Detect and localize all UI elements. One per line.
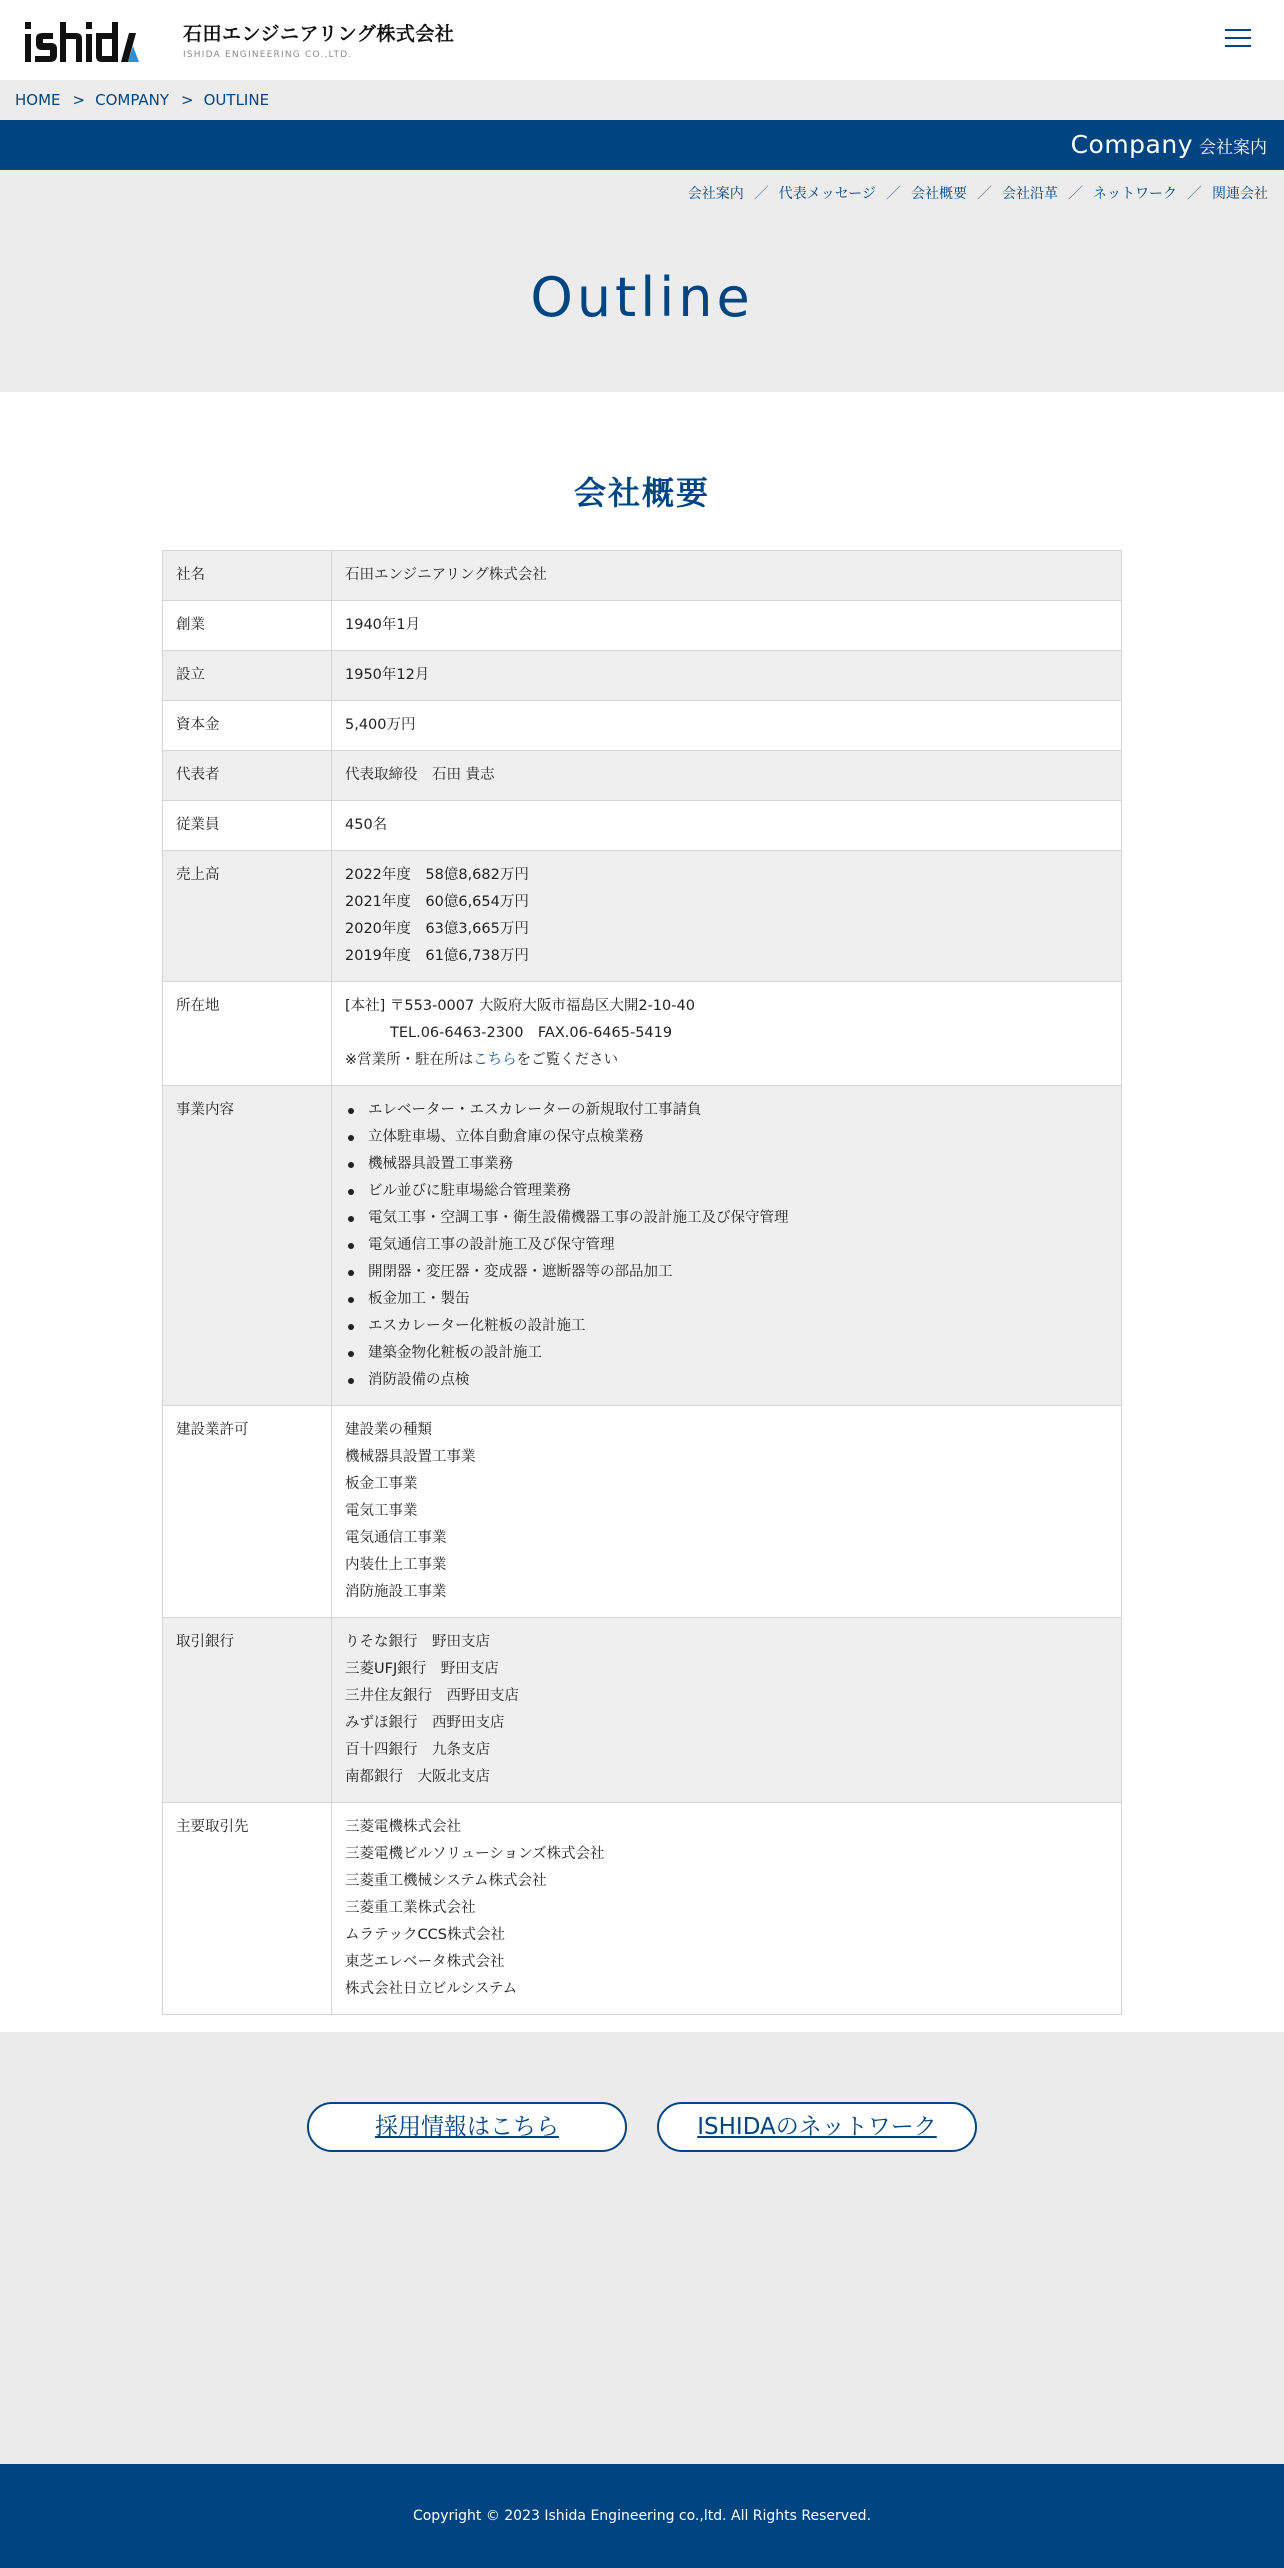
breadcrumb-company[interactable]: COMPANY <box>95 91 170 109</box>
subnav-affiliates[interactable]: 関連会社 <box>1212 186 1268 202</box>
offices-note-prefix: ※営業所・駐在所は <box>345 1052 474 1068</box>
row-label: 建設業許可 <box>163 1406 332 1618</box>
subnav-separator: ／ <box>1186 184 1202 202</box>
sales-line: 2019年度 61億6,738万円 <box>345 948 529 964</box>
established-value: 1950年12月 <box>345 667 430 683</box>
row-value <box>332 1086 1122 1406</box>
table-row <box>163 1406 1122 1618</box>
table-row <box>163 1803 1122 2015</box>
ishida-logo-mark <box>22 16 140 64</box>
list-item: 消防設備の点検 <box>345 1367 1108 1394</box>
client-line: 東芝エレベータ株式会社 <box>345 1954 505 1970</box>
network-button[interactable]: ISHIDAのネットワーク <box>657 2102 977 2152</box>
client-line: 三菱電機株式会社 <box>345 1819 461 1835</box>
bank-line: 南都銀行 大阪北支店 <box>345 1769 490 1785</box>
row-label: 取引銀行 <box>163 1618 332 1803</box>
table-row <box>163 801 1122 851</box>
subnav-separator: ／ <box>753 184 769 202</box>
bank-line: 三井住友銀行 西野田支店 <box>345 1688 519 1704</box>
subnav-network[interactable]: ネットワーク <box>1092 186 1177 202</box>
row-value <box>332 1618 1122 1803</box>
sales-line: 2022年度 58億8,682万円 <box>345 867 529 883</box>
license-line: 消防施設工事業 <box>345 1584 447 1600</box>
site-footer <box>0 2464 1284 2568</box>
client-line: 三菱重工業株式会社 <box>345 1900 476 1916</box>
subnav-outline[interactable]: 会社概要 <box>910 186 967 202</box>
client-line: 三菱電機ビルソリューションズ株式会社 <box>345 1846 605 1862</box>
capital-value: 5,400万円 <box>345 717 416 733</box>
row-value <box>332 851 1122 982</box>
hero <box>0 170 1284 392</box>
subnav-separator: ／ <box>1067 184 1083 202</box>
recruit-button[interactable]: 採用情報はこちら <box>307 2102 627 2152</box>
breadcrumb <box>0 80 1284 120</box>
table-row <box>163 701 1122 751</box>
page-title: Outline <box>530 266 754 329</box>
hamburger-menu-icon[interactable] <box>1225 27 1251 49</box>
company-name-value: 石田エンジニアリング株式会社 <box>345 567 547 583</box>
copyright: Copyright © 2023 Ishida Engineering co.,ltd. All Rights Reserved. <box>412 2508 872 2524</box>
table-row <box>163 601 1122 651</box>
table-row <box>163 651 1122 701</box>
breadcrumb-separator: > <box>72 91 86 109</box>
section-heading: 会社概要 <box>573 474 710 512</box>
business-list <box>345 1097 1108 1394</box>
list-item: 電気通信工事の設計施工及び保守管理 <box>345 1232 1108 1259</box>
client-line: 株式会社日立ビルシステム <box>345 1981 518 1997</box>
row-value <box>332 651 1122 701</box>
company-name-jp: 石田エンジニアリング株式会社 <box>183 23 455 45</box>
subnav-separator: ／ <box>976 184 992 202</box>
table-row <box>163 1618 1122 1803</box>
row-label: 事業内容 <box>163 1086 332 1406</box>
company-subnav <box>688 182 1268 203</box>
table-row <box>163 551 1122 601</box>
cta-area <box>0 2032 1284 2464</box>
row-value <box>332 601 1122 651</box>
row-label: 社名 <box>163 551 332 601</box>
row-value <box>332 982 1122 1086</box>
list-item: 板金加工・製缶 <box>345 1286 1108 1313</box>
table-row <box>163 1086 1122 1406</box>
bank-line: 百十四銀行 九条支店 <box>345 1742 490 1758</box>
list-item: 開閉器・変圧器・変成器・遮断器等の部品加工 <box>345 1259 1108 1286</box>
list-item: エスカレーター化粧板の設計施工 <box>345 1313 1108 1340</box>
founded-value: 1940年1月 <box>345 617 421 633</box>
row-label: 創業 <box>163 601 332 651</box>
address-line: [本社] 〒553-0007 大阪府大阪市福島区大開2-10-40 <box>345 998 695 1014</box>
row-label: 資本金 <box>163 701 332 751</box>
row-label: 設立 <box>163 651 332 701</box>
row-label: 代表者 <box>163 751 332 801</box>
subnav-history[interactable]: 会社沿革 <box>1001 186 1058 202</box>
sales-line: 2021年度 60億6,654万円 <box>345 894 529 910</box>
row-label: 主要取引先 <box>163 1803 332 2015</box>
section-bar-title-en: Company <box>1070 130 1193 159</box>
license-line: 機械器具設置工事業 <box>345 1449 476 1465</box>
list-item: 建築金物化粧板の設計施工 <box>345 1340 1108 1367</box>
table-row <box>163 751 1122 801</box>
section-bar-title-jp: 会社案内 <box>1199 138 1267 158</box>
row-value <box>332 701 1122 751</box>
list-item: 電気工事・空調工事・衛生設備機器工事の設計施工及び保守管理 <box>345 1205 1108 1232</box>
row-value <box>332 801 1122 851</box>
list-item: 機械器具設置工事業務 <box>345 1151 1108 1178</box>
sales-line: 2020年度 63億3,665万円 <box>345 921 529 937</box>
subnav-message[interactable]: 代表メッセージ <box>778 186 876 202</box>
employees-value: 450名 <box>345 817 388 833</box>
section-bar <box>0 120 1284 170</box>
company-name-en: ISHIDA ENGINEERING CO.,LTD. <box>183 50 353 60</box>
row-value <box>332 751 1122 801</box>
list-item: エレベーター・エスカレーターの新規取付工事請負 <box>345 1097 1108 1124</box>
site-header <box>0 0 1284 80</box>
offices-note <box>345 1047 1108 1074</box>
list-item: ビル並びに駐車場総合管理業務 <box>345 1178 1108 1205</box>
subnav-separator: ／ <box>885 184 901 202</box>
bank-line: りそな銀行 野田支店 <box>345 1634 490 1650</box>
client-line: 三菱重工機械システム株式会社 <box>345 1873 547 1889</box>
representative-value: 代表取締役 石田 貴志 <box>345 767 495 783</box>
table-row <box>163 851 1122 982</box>
client-line: ムラテックCCS株式会社 <box>345 1927 505 1943</box>
license-line: 建設業の種類 <box>345 1422 432 1438</box>
list-item: 立体駐車場、立体自動倉庫の保守点検業務 <box>345 1124 1108 1151</box>
license-line: 電気通信工事業 <box>345 1530 447 1546</box>
logo-text <box>183 22 454 60</box>
row-label: 所在地 <box>163 982 332 1086</box>
license-line: 板金工事業 <box>345 1476 418 1492</box>
table-row <box>163 982 1122 1086</box>
row-value <box>332 1406 1122 1618</box>
breadcrumb-separator: > <box>181 91 194 109</box>
row-label: 従業員 <box>163 801 332 851</box>
bank-line: みずほ銀行 西野田支店 <box>345 1715 505 1731</box>
bank-line: 三菱UFJ銀行 野田支店 <box>345 1661 499 1677</box>
subnav-company-info[interactable]: 会社案内 <box>687 186 744 202</box>
company-outline-table <box>162 550 1122 2015</box>
license-line: 電気工事業 <box>345 1503 418 1519</box>
license-line: 内装仕上工事業 <box>345 1557 447 1573</box>
row-label: 売上高 <box>163 851 332 982</box>
breadcrumb-home[interactable]: HOME <box>15 91 61 109</box>
offices-link[interactable]: こちら <box>473 1052 517 1068</box>
phone-fax-line: TEL.06-6463-2300 FAX.06-6465-5419 <box>390 1025 673 1041</box>
row-value <box>332 551 1122 601</box>
row-value <box>332 1803 1122 2015</box>
offices-note-suffix: をご覧ください <box>516 1052 619 1068</box>
breadcrumb-outline[interactable]: OUTLINE <box>203 91 270 109</box>
